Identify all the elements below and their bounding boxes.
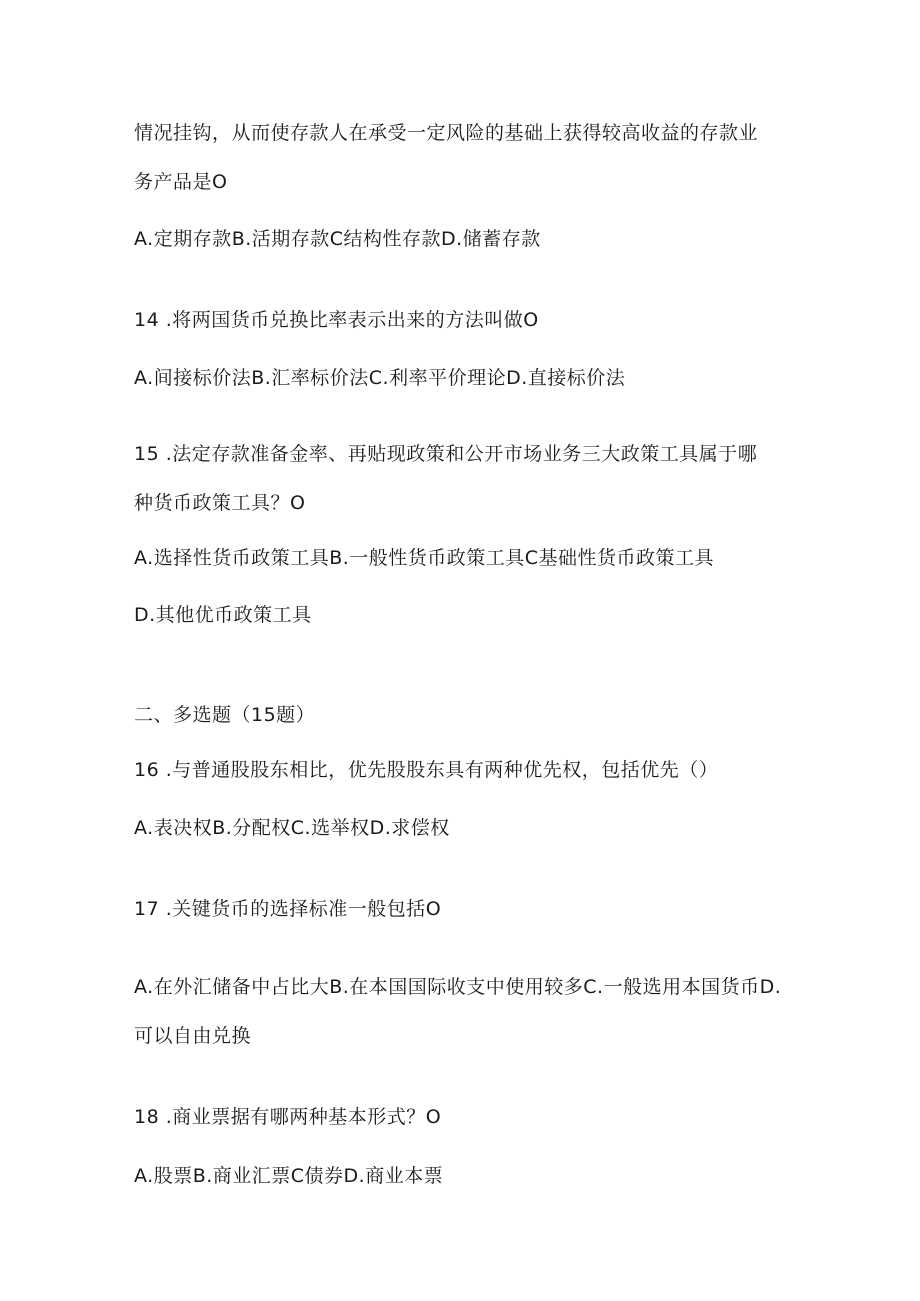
question-18-stem: 18 .商业票据有哪两种基本形式？O xyxy=(134,1106,442,1128)
question-16-stem: 16 .与普通股股东相比，优先股股东具有两种优先权，包括优先（） xyxy=(134,759,719,781)
question-17-stem: 17 .关键货币的选择标准一般包括O xyxy=(134,898,442,920)
question-13-stem-line-2: 务产品是O xyxy=(134,171,228,193)
section-heading: 二、多选题（15题） xyxy=(134,704,316,726)
question-14-options: A.间接标价法B.汇率标价法C.利率平价理论D.直接标价法 xyxy=(134,367,626,389)
question-16-options: A.表决权B.分配权C.选举权D.求偿权 xyxy=(134,817,450,839)
question-15-stem-line-1: 15 .法定存款准备金率、再贴现政策和公开市场业务三大政策工具属于哪 xyxy=(134,443,758,465)
question-17-options-line-2: 可以自由兑换 xyxy=(134,1025,252,1047)
question-15-options-line-1: A.选择性货币政策工具B.一般性货币政策工具C基础性货币政策工具 xyxy=(134,547,715,569)
question-18-options: A.股票B.商业汇票C债券D.商业本票 xyxy=(134,1165,444,1187)
question-13-options: A.定期存款B.活期存款C结构性存款D.储蓄存款 xyxy=(134,228,541,250)
question-14-stem: 14 .将两国货币兑换比率表示出来的方法叫做O xyxy=(134,309,539,331)
question-17-options-line-1: A.在外汇储备中占比大B.在本国国际收支中使用较多C.一般选用本国货币D. xyxy=(134,976,782,998)
question-15-options-line-2: D.其他优币政策工具 xyxy=(134,604,312,626)
question-15-stem-line-2: 种货币政策工具？O xyxy=(134,492,306,514)
question-13-stem-line-1: 情况挂钩，从而使存款人在承受一定风险的基础上获得较高收益的存款业 xyxy=(134,122,759,144)
